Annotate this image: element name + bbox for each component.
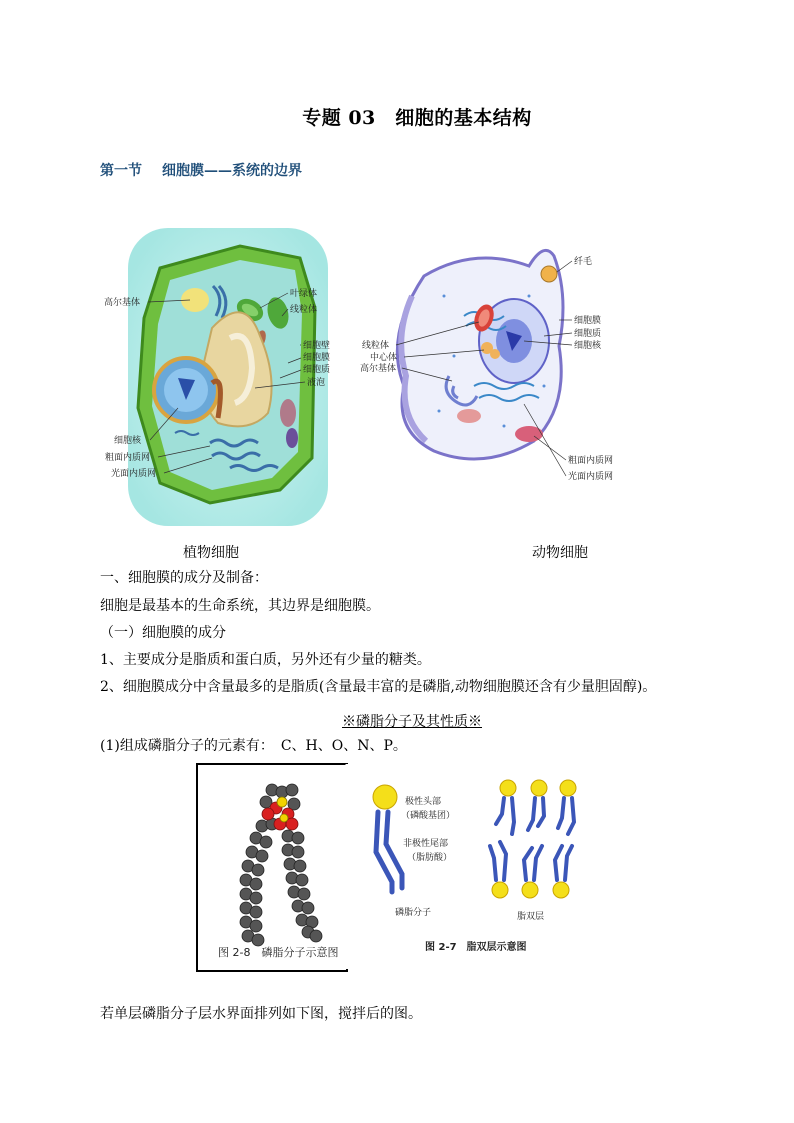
paragraph-7: 若单层磷脂分子层水界面排列如下图，搅拌后的图。 — [100, 1006, 422, 1022]
animal-label-cytoplasm: 细胞质 — [574, 329, 602, 339]
head-label-line1: 极性头部 — [405, 797, 442, 807]
phospholipid-schematic — [373, 785, 402, 892]
plant-label-cell-wall: 细胞壁 — [303, 341, 331, 351]
animal-cell-caption: 动物细胞 — [532, 545, 588, 561]
fig27-caption: 图 2-7 脂双层示意图 — [425, 942, 527, 953]
paragraph-6: (1)组成磷脂分子的元素有： C、H、O、N、P。 — [100, 738, 407, 754]
page-title: 专题 03 细胞的基本结构 — [302, 107, 532, 129]
tail-label-line2: （脂肪酸） — [407, 853, 453, 863]
molecule-label: 磷脂分子 — [395, 908, 432, 918]
lipid-bilayer — [490, 780, 576, 898]
paragraph-4: 1、主要成分是脂质和蛋白质，另外还有少量的糖类。 — [100, 652, 431, 668]
plant-label-rough-er: 粗面内质网 — [105, 453, 151, 463]
animal-label-rough-er: 粗面内质网 — [568, 456, 614, 466]
animal-label-cilia: 纤毛 — [574, 257, 593, 267]
head-label-line2: （磷酸基团） — [401, 811, 456, 821]
plant-label-membrane: 细胞膜 — [303, 353, 331, 363]
plant-label-chloroplast: 叶绿体 — [290, 289, 318, 299]
bilayer-label: 脂双层 — [517, 912, 545, 922]
section-heading — [100, 160, 302, 180]
section-number: 第一节 — [100, 163, 142, 179]
section-name: 细胞膜——系统的边界 — [162, 163, 302, 179]
plant-label-mitochondria: 线粒体 — [290, 305, 318, 315]
plant-label-cytoplasm: 细胞质 — [303, 365, 331, 375]
animal-label-mitochondria: 线粒体 — [362, 341, 390, 351]
paragraph-5: 2、细胞膜成分中含量最多的是脂质(含量最丰富的是磷脂,动物细胞膜还含有少量胆固醇)。 — [100, 679, 657, 695]
plant-label-smooth-er: 光面内质网 — [111, 469, 157, 479]
animal-cell-illustration — [354, 236, 624, 486]
plant-label-golgi: 高尔基体 — [104, 298, 141, 308]
fig28-caption: 图 2-8 磷脂分子示意图 — [218, 946, 339, 959]
animal-label-membrane: 细胞膜 — [574, 316, 602, 326]
plant-cell-illustration — [100, 228, 340, 526]
animal-label-nucleus: 细胞核 — [574, 341, 602, 351]
plant-label-nucleus: 细胞核 — [114, 436, 142, 446]
phospholipid-figure — [196, 762, 596, 974]
tail-label-line1: 非极性尾部 — [403, 839, 449, 849]
animal-label-golgi: 高尔基体 — [360, 364, 397, 374]
animal-label-centrosome: 中心体 — [370, 353, 398, 363]
animal-label-smooth-er: 光面内质网 — [568, 472, 614, 482]
plant-label-vacuole: 液泡 — [307, 378, 326, 388]
paragraph-3: （一）细胞膜的成分 — [100, 625, 226, 641]
paragraph-2: 细胞是最基本的生命系统，其边界是细胞膜。 — [100, 598, 380, 614]
plant-cell-caption: 植物细胞 — [183, 545, 239, 561]
paragraph-1: 一、细胞膜的成分及制备： — [100, 570, 268, 586]
phospholipid-heading: ※磷脂分子及其性质※ — [342, 714, 482, 730]
